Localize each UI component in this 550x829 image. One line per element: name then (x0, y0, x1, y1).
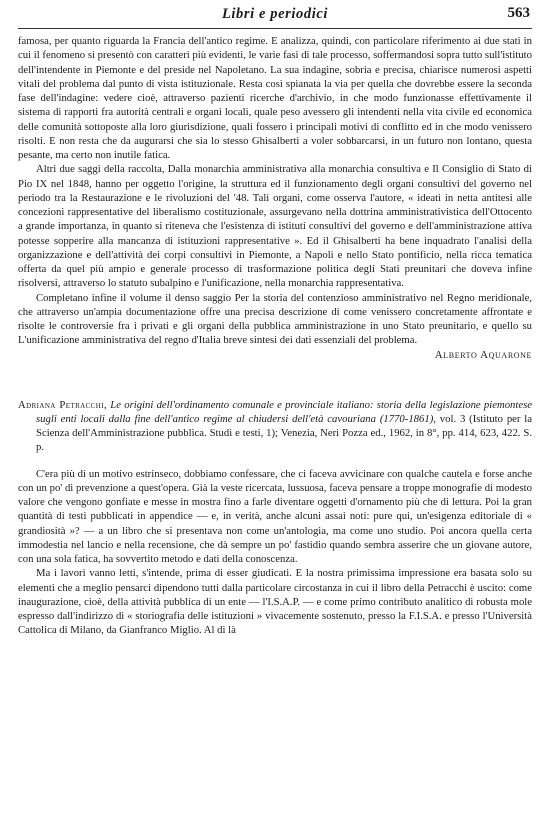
paragraph: Altri due saggi della raccolta, Dalla monarchia amministrativa alla monarchia consultiva e Il Consiglio di Stato di Pio IX nel 1848, hanno per oggetto l'origine, la struttura ed il funzionamento degli organi consultivi del governo nel periodo tra la Restaurazione e le rivoluzioni del '48. Tali organi, come osserva l'autore, « ideati in netta antitesi alle concezioni rappresentative del liberalismo costituzionale, assurgevano nella dottrina amministrativistica dell'Ottocento a grande importanza, in quanto si riteneva che l'esistenza di istituti consultivi del governo e dell'amministrazione attiva potesse sopperire alla mancanza di istituzioni rappresentative ». Ed il Ghisalberti ha bene inquadrato l'analisi della organizzazione e dell'attività dei corpi consultivi in Piemonte, a Napoli e nello Stato pontificio, nella ricca tematica offerta da quel più ampio e generale processo di trasformazione politica degli Stati preunitari che doveva infine risolversi, attraverso lo statuto subalpino e l'unificazione, nella monarchia rappresentativa. (18, 163, 532, 290)
review-aquarone (18, 34, 532, 362)
running-header (18, 0, 532, 29)
review-author: Adriana Petracchi, (18, 398, 108, 411)
page-number: 563 (507, 5, 530, 21)
running-title: Libri e periodici (221, 6, 329, 22)
paragraph: Ma i lavori vanno letti, s'intende, prima di esser giudicati. E la nostra primissima impressione era basata solo su elementi che a meglio pensarci dipendono tutti dalla particolare circostanza in cui il libro della Petracchi è uscito: come inaugurazione, cioè, della attività pubblica di un ente — l'I.S.A.P. — e come primo contributo analitico di robusta mole espresso dall'indirizzo di « storiografia delle istituzioni » vivacemente sostenuto, presso la F.I.S.A. e presso l'Università Cattolica di Milano, da Gianfranco Miglio. Al di là (18, 567, 532, 637)
paragraph: Completano infine il volume il denso saggio Per la storia del contenzioso amministrativo nel Regno meridionale, che attraverso un'ampia documentazione offre una precisa descrizione di come venissero concretamente affrontate e risolte le controversie fra i privati e gli organi della pubblica amministrazione in uno Stato preunitario, e quello su L'unificazione amministrativa del regno d'Italia breve sintesi dei dati essenziali del problema. (18, 291, 532, 347)
review-body (18, 467, 532, 638)
paragraph: famosa, per quanto riguarda la Francia dell'antico regime. E analizza, quindi, con particolare riferimento ai due stati in cui il fenomeno si presentò con caratteri più evidenti, le varie fasi di tale processo, soffermandosi sopra tutto sull'istituto dell'intendente in Piemonte e del preside nel Napoletano. La sua indagine, sobria e precisa, chiarisce numerosi aspetti vitali del problema dal punto di vista istituzionale. Resta così spianata la via per quella che dovrebbe essere la seconda fase dell'indagine: vedere cioè, attraverso pazienti ricerche d'archivio, in che modo funzionasse effettivamente il sistema di rapporti fra autorità centrali e organi locali, quale peso avessero gli intendenti nella vita civile ed economica delle comunità sottoposte alla loro giurisdizione, quali fossero i principali motivi di conflitto ed in che modo venissero risolti. E non resta che da augurarsi che sia lo stesso Ghisalberti a voler sobbarcarsi, in un futuro non lontano, questa pesante, ma certo non inutile fatica. (18, 35, 532, 161)
review-petracchi (18, 398, 532, 638)
review-publication: vol. 3 (Istituto per la Scienza dell'Amministrazione pubblica. Studi e testi, 1); Venezia, Neri Pozza ed., 1962, in 8°, pp. 414, 623, 422. S. p. (36, 412, 533, 454)
paragraph: C'era più di un motivo estrinseco, dobbiamo confessare, che ci faceva avvicinare con qualche cautela e forse anche con un po' di prevenzione a quest'opera. Già la veste ricercata, lussuosa, faceva pensare a troppe monografie di modesto valore che vengono gonfiate e messe in mostra fino a farle diventare oggetti d'ornamento più che di lettura. Poi la gran quantità di testi pubblicati in appendice — e, in verità, anche alcuni assai noti: pure qui, un'esigenza editoriale di « grandiosità »? — a un libro che si presentava non come un'antologia, ma come uno studio. Poi ancora quella certa immodestia nel lancio e nella recensione, che dà sempre un po' fastidio quando sembra asserire che un giovane autore, con una sola fatica, ha sovvertito metodo e dati della conoscenza. (18, 467, 532, 565)
review-signature: Alberto Aquarone (434, 348, 532, 361)
review-title: Le origini dell'ordinamento comunale e provinciale italiano: storia della legislazione piemontese sugli enti locali dalla fine dell'antico regime al chiudersi dell'età cavouriana (1770-1861), (36, 398, 532, 425)
bibliographic-entry (18, 398, 532, 455)
